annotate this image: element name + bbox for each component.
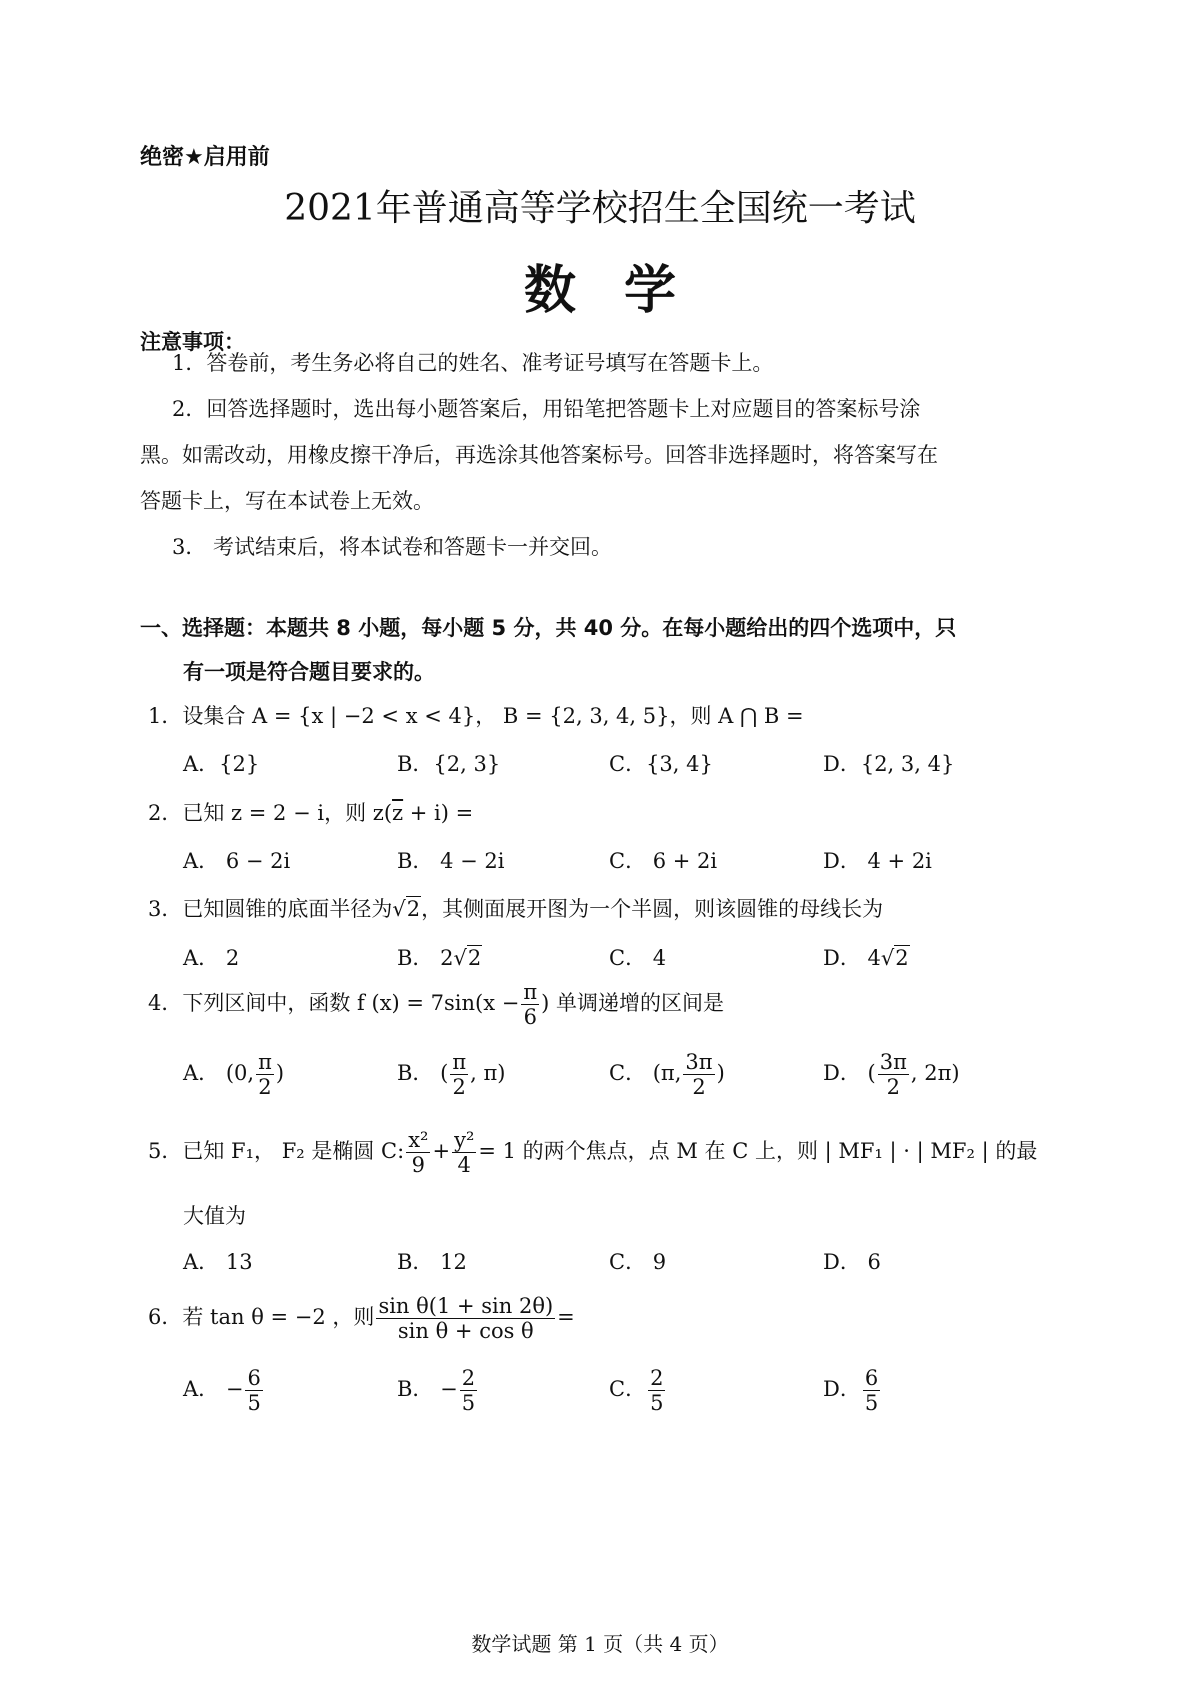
option-c	[609, 1366, 667, 1415]
question-stem-pre: 已知 F₁， F₂ 是椭圆 C:	[182, 1139, 405, 1164]
option-b-pre: B． −	[397, 1377, 458, 1402]
option-d-pre: D．	[823, 1377, 861, 1402]
question-stem-post: = 1 的两个焦点，点 M 在 C 上，则 | MF₁ | · | MF₂ | 的最	[478, 1139, 1038, 1164]
option-b-post: , π)	[470, 1061, 506, 1086]
option-d-pre: D． (	[823, 1061, 876, 1086]
fraction	[460, 1366, 477, 1415]
option-c	[609, 1050, 725, 1099]
sqrt-expression: √2	[880, 946, 909, 970]
option-a: A． 2	[183, 946, 240, 970]
numerator: 2	[650, 1366, 664, 1390]
question-stem-post: + i) =	[403, 801, 474, 825]
option-d	[823, 1366, 882, 1415]
option-a-pre: A． (0,	[183, 1061, 255, 1086]
option-d	[823, 942, 910, 972]
fraction	[521, 980, 539, 1029]
question-stem-pre: 已知 z = 2 − i，则 z(	[182, 801, 393, 825]
denominator: 5	[650, 1391, 664, 1416]
option-a: A． 13	[183, 1250, 253, 1274]
question-number: 5．	[148, 1139, 183, 1164]
option-b-coef: B． 2	[397, 946, 454, 970]
z-conjugate: $\overline{z}$	[392, 801, 404, 825]
option-d-coef: D． 4	[823, 946, 881, 970]
option-c: C． 4	[609, 946, 667, 970]
question-stem-post: ，其侧面展开图为一个半圆，则该圆锥的母线长为	[421, 897, 884, 921]
question-number: 3．	[148, 897, 183, 921]
option-d: D． 4 + 2i	[823, 849, 932, 873]
fraction	[450, 1050, 468, 1099]
option-b	[397, 1366, 479, 1415]
fraction	[406, 1128, 430, 1177]
fraction	[863, 1366, 880, 1415]
question-3	[148, 893, 883, 923]
option-c-pre: C．	[609, 1377, 647, 1402]
page-footer: 数学试题 第 1 页（共 4 页）	[471, 1632, 729, 1656]
section-heading-line-1: 一、选择题：本题共 8 小题，每小题 5 分，共 40 分。在每小题给出的四个选项中，只	[140, 616, 957, 640]
option-c: C． 9	[609, 1250, 667, 1274]
option-a: A．{2}	[183, 752, 260, 776]
numerator: 2	[461, 1366, 476, 1390]
option-a: A． 6 − 2i	[183, 849, 291, 873]
numerator: π	[452, 1050, 467, 1074]
option-b: B． 4 − 2i	[397, 849, 505, 873]
denominator: sin θ + cos θ	[376, 1318, 555, 1343]
option-a	[183, 1366, 265, 1415]
fraction	[256, 1050, 274, 1099]
option-b: B． 12	[397, 1250, 467, 1274]
option-d	[823, 1050, 960, 1099]
plus-sign: +	[432, 1139, 451, 1164]
notice-item-1: 1．答卷前，考生务必将自己的姓名、准考证号填写在答题卡上。	[172, 351, 774, 375]
numerator: π	[258, 1050, 272, 1074]
option-d: D． 6	[823, 1250, 881, 1274]
option-b-pre: B． (	[397, 1061, 449, 1086]
confidential-mark: 绝密★启用前	[140, 145, 270, 170]
denominator: 2	[256, 1074, 274, 1099]
fraction	[376, 1294, 555, 1343]
numerator: x²	[408, 1128, 429, 1152]
denominator: 5	[461, 1391, 476, 1416]
question-stem-post: =	[557, 1305, 575, 1330]
question-stem-pre: 下列区间中，函数 f (x) = 7sin(x −	[182, 991, 520, 1016]
sqrt-expression: √2	[392, 897, 421, 921]
numerator: 6	[247, 1366, 261, 1390]
denominator: 9	[406, 1152, 430, 1177]
question-number: 6．	[148, 1305, 183, 1330]
question-stem-pre: 若 tan θ = −2 ，则	[182, 1305, 375, 1330]
notice-item-2-line-3: 答题卡上，写在本试卷上无效。	[140, 489, 434, 513]
denominator: 6	[521, 1004, 539, 1029]
option-c-post: )	[716, 1061, 725, 1086]
question-2	[148, 797, 473, 827]
question-number: 1．	[148, 704, 183, 728]
question-6	[148, 1294, 575, 1343]
option-d: D．{2, 3, 4}	[823, 752, 955, 776]
option-c: C． 6 + 2i	[609, 849, 718, 873]
denominator: 2	[450, 1074, 468, 1099]
radicand: 2	[406, 897, 421, 921]
option-c: C．{3, 4}	[609, 752, 713, 776]
option-b	[397, 942, 482, 972]
denominator: 5	[864, 1391, 879, 1416]
question-4	[148, 980, 724, 1029]
fraction	[683, 1050, 714, 1099]
option-a	[183, 1050, 284, 1099]
question-stem-post: ) 单调递增的区间是	[541, 991, 725, 1016]
numerator: π	[523, 980, 538, 1004]
option-b	[397, 1050, 505, 1099]
option-c-pre: C． (π,	[609, 1061, 682, 1086]
question-stem: 设集合 A = {x | −2 < x < 4}， B = {2, 3, 4, 5}，则 A ⋂ B =	[182, 704, 804, 728]
fraction	[245, 1366, 262, 1415]
section-heading-line-2: 有一项是符合题目要求的。	[183, 660, 435, 684]
question-number: 4．	[148, 991, 183, 1016]
question-5-line-2: 大值为	[183, 1204, 246, 1228]
denominator: 4	[452, 1152, 476, 1177]
option-d-post: , 2π)	[910, 1061, 960, 1086]
notice-item-3: 3． 考试结束后，将本试卷和答题卡一并交回。	[172, 535, 613, 559]
question-stem-pre: 已知圆锥的底面半径为	[182, 897, 393, 921]
denominator: 5	[247, 1391, 261, 1416]
subject-title: 数学	[523, 261, 724, 321]
denominator: 2	[683, 1074, 714, 1099]
option-a-pre: A． −	[183, 1377, 244, 1402]
radicand: 2	[895, 946, 909, 970]
question-5	[148, 1128, 1037, 1177]
numerator: 3π	[685, 1050, 713, 1074]
question-1	[148, 700, 804, 730]
radicand: 2	[467, 946, 482, 970]
question-number: 2．	[148, 801, 183, 825]
sqrt-expression: √2	[453, 946, 482, 970]
denominator: 2	[878, 1074, 909, 1099]
numerator: 3π	[879, 1050, 907, 1074]
numerator: y²	[454, 1128, 475, 1152]
fraction	[878, 1050, 909, 1099]
notice-item-2-line-2: 黑。如需改动，用橡皮擦干净后，再选涂其他答案标号。回答非选择题时，将答案写在	[140, 443, 938, 467]
notice-item-2-line-1: 2．回答选择题时，选出每小题答案后，用铅笔把答题卡上对应题目的答案标号涂	[172, 397, 921, 421]
fraction	[452, 1128, 476, 1177]
fraction	[648, 1366, 665, 1415]
numerator: sin θ(1 + sin 2θ)	[378, 1294, 554, 1318]
notice-heading: 注意事项：	[140, 330, 245, 354]
exam-title: 2021年普通高等学校招生全国统一考试	[284, 188, 916, 229]
numerator: 6	[864, 1366, 879, 1390]
option-a-post: )	[275, 1061, 285, 1086]
option-b: B．{2, 3}	[397, 752, 501, 776]
